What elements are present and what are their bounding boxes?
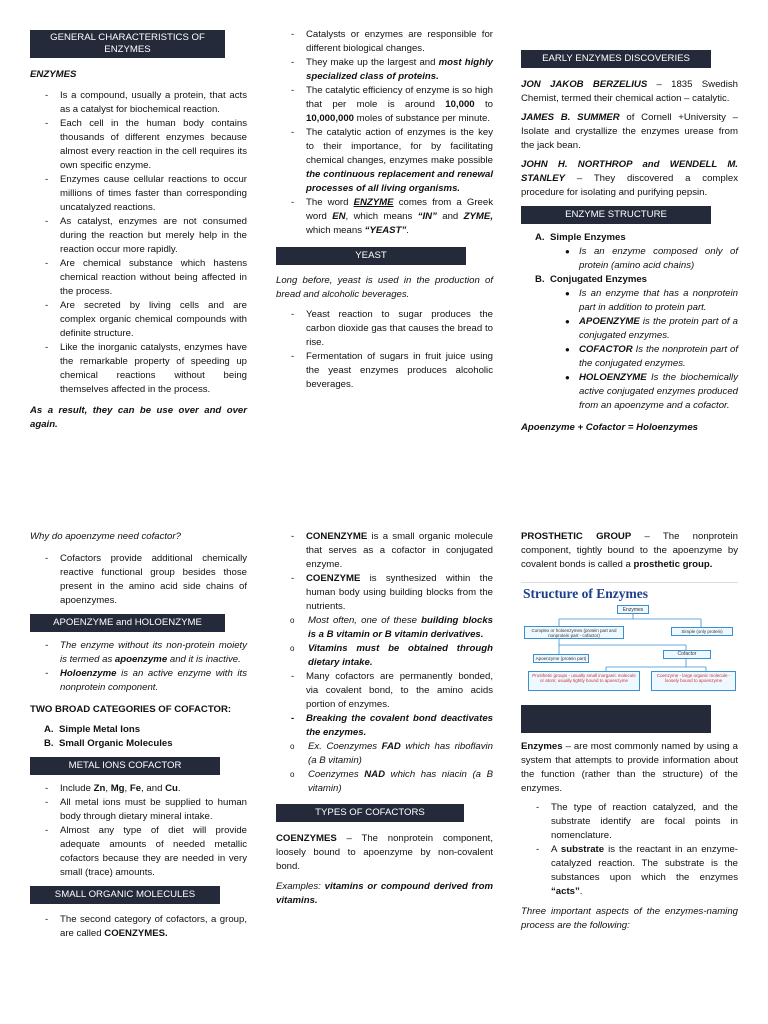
dark-blank-banner [521, 705, 711, 733]
enzymes-bullet-list [30, 89, 247, 397]
list-item: o Ex. Coenzymes FAD which has riboflavin (a B vitamin) [276, 740, 493, 768]
list-item: o Most often, one of these building blocks is a B vitamin or B vitamin derivatives. [276, 614, 493, 642]
list-item: ● Is an enzyme that has a nonprotein part in addition to protein part. [521, 287, 738, 315]
list-item: ● COFACTOR Is the nonprotein part of the conjugated enzymes. [521, 343, 738, 371]
diagram-box-apoenzyme: Apoenzyme (protein part) [533, 654, 589, 663]
list-item: - All metal ions must be supplied to human body through dietary mineral intake. [30, 796, 247, 824]
cofactor-categories-list [30, 723, 247, 751]
section-header-small-organic: SMALL ORGANIC MOLECULES [30, 886, 220, 904]
diagram-box-enzymes: Enzymes [617, 605, 649, 614]
column-cofactors [30, 530, 247, 941]
column-coenzymes [276, 530, 493, 908]
section-header-general-characteristics: GENERAL CHARACTERISTICS OF ENZYMES [30, 30, 225, 58]
naming-list [521, 801, 738, 899]
two-broad-categories-heading: TWO BROAD CATEGORIES OF COFACTOR: [30, 704, 232, 715]
section-header-enzyme-structure: ENZYME STRUCTURE [521, 206, 711, 224]
section-header-yeast: YEAST [276, 247, 466, 265]
list-item: - Many cofactors are permanently bonded, via covalent bond, to the amino acids portion of enzymes. [276, 670, 493, 712]
cofactor-question: Why do apoenzyme need cofactor? [30, 531, 181, 542]
list-item: - COENZYME is synthesized within the human body using building blocks from the nutrients. o Most often, one of these building blocks is a B vitamin or B vitamin derivatives. o Vitamins must be obtained through dietary intake. [276, 572, 493, 670]
list-item: - Like the inorganic catalysts, enzymes have the remarkable property of speeding up chemical reactions without being themselves affected in the process. [30, 341, 247, 397]
list-item: B. Small Organic Molecules [44, 738, 173, 749]
list-item: - Almost any type of diet will provide adequate amounts of needed metallic cofactors because they are needed in very small (trace) amounts. [30, 824, 247, 880]
list-item: - Holoenzyme is an active enzyme with its nonprotein component. [30, 667, 247, 695]
list-item: ● Is an enzyme composed only of protein (amino acid chains) [521, 245, 738, 273]
list-item: A. Simple Enzymes ● Is an enzyme composed only of protein (amino acid chains) [521, 231, 738, 273]
discovery-northrop-stanley: JOHN H. NORTHROP and WENDELL M. STANLEY – They discovered a complex procedure for isolating and purifying pepsin. [521, 159, 738, 198]
naming-closing-text: Three important aspects of the enzymes-naming process are the following: [521, 906, 738, 931]
list-item: A. Simple Metal Ions [44, 724, 141, 735]
list-item: - Yeast reaction to sugar produces the carbon dioxide gas that causes the bread to rise. [276, 308, 493, 350]
conclusion-text: As a result, they can be use over and over again. [30, 405, 247, 430]
diagram-box-conjugated: Complex or holoenzymes (protein part and nonprotein part - cofactor) [524, 626, 624, 639]
list-item: - CONENZYME is a small organic molecule that serves as a cofactor in conjugated enzyme. [276, 530, 493, 572]
list-item: - The catalytic efficiency of enzyme is so high that per mole is around 10,000 to 10,000,000 moles of substance per minute. [276, 84, 493, 126]
list-item: - The enzyme without its non-protein moiety is termed as apoenzyme and it is inactive. [30, 639, 247, 667]
subheading-enzymes: ENZYMES [30, 69, 77, 80]
list-item: ● HOLOENZYME Is the biochemically active conjugated enzymes produced from an apoenzyme and a cofactor. [521, 371, 738, 413]
holoenzyme-equation: Apoenzyme + Cofactor = Holoenzymes [521, 422, 698, 433]
list-item: o Coenzymes NAD which has niacin (a B vitamin) [276, 768, 493, 796]
enzyme-structure-list [521, 231, 738, 413]
prosthetic-group-definition: PROSTHETIC GROUP – The nonprotein component, tightly bound to the apoenzyme by covalent bonds is called a prosthetic group. [521, 531, 738, 570]
coenzymes-examples: Examples: vitamins or compound derived from vitamins. [276, 881, 493, 906]
list-item: - The word ENZYME comes from a Greek word EN, which means “IN” and ZYME, which means “YEAST”. [276, 196, 493, 238]
list-item: o Vitamins must be obtained through dietary intake. [276, 642, 493, 670]
list-item: - Are secreted by living cells and are complex organic chemical compounds with definite structure. [30, 299, 247, 341]
column-prosthetic-naming [521, 530, 738, 933]
column-general-characteristics [30, 30, 247, 432]
yeast-bullet-list [276, 308, 493, 392]
list-item: - Each cell in the human body contains thousands of different enzymes because almost every reaction in the cell requires its own specific enzyme. [30, 117, 247, 173]
diagram-box-cofactor: Cofactor [663, 650, 711, 659]
diagram-box-coenzyme: Coenzyme - large organic molecule - loosely bound to apoenzyme [651, 671, 736, 691]
diagram-title: Structure of Enzymes [523, 586, 648, 601]
list-item: - The catalytic action of enzymes is the key to their importance, for by facilitating chemical changes, enzymes make possible the continuous replacement and renewal processes of all living organisms. [276, 126, 493, 196]
discovery-summer: JAMES B. SUMMER of Cornell +University – Isolate and crystallize the enzymes urease from the jack bean. [521, 112, 739, 151]
list-item: - Breaking the covalent bond deactivates the enzymes. o Ex. Coenzymes FAD which has riboflavin (a B vitamin) o Coenzymes NAD which has niacin (a B vitamin) [276, 712, 493, 796]
structure-of-enzymes-diagram [521, 582, 738, 701]
list-item: - The second category of cofactors, a group, are called COENZYMES. [30, 913, 247, 941]
coenzyme-list [276, 530, 493, 796]
list-item: - They make up the largest and most highly specialized class of proteins. [276, 56, 493, 84]
enzymes-continued-list [276, 28, 493, 238]
diagram-box-prosthetic: Prosthetic groups - usually small inorganic molecule or atom; usually tightly bound to apoenzyme [528, 671, 640, 691]
section-header-types-of-cofactors: TYPES OF COFACTORS [276, 804, 464, 822]
small-organic-list [30, 913, 247, 941]
yeast-intro: Long before, yeast is used in the production of bread and alcoholic beverages. [276, 275, 493, 300]
coenzymes-definition: COENZYMES – The nonprotein component, loosely bound to apoenzyme by non-covalent bond. [276, 833, 493, 872]
list-item: B. Conjugated Enzymes ● Is an enzyme that has a nonprotein part in addition to protein part. ● APOENZYME is the protein part of a conjugated enzymes. ● COFACTOR Is the nonprotein part of the conjugated enzymes. ● HOLOENZYME Is the biochemically active conjugated enzymes produced from an apoenzyme and a cofactor. [521, 273, 738, 413]
discovery-berzelius: JON JAKOB BERZELIUS – 1835 Swedish Chemist, termed their chemical action – catalytic. [521, 79, 738, 104]
diagram-box-simple: Simple (only protein) [671, 627, 733, 636]
list-item: - Cofactors provide additional chemically reactive functional group besides those present in the amino acid side chains of apoenzymes. [30, 552, 247, 608]
list-item: - The type of reaction catalyzed, and the substrate identify are focal points in nomenclature. [521, 801, 738, 843]
list-item: - A substrate is the reactant in an enzyme-catalyzed reaction. The substrate is the substances upon which the enzymes “acts”. [521, 843, 738, 899]
section-header-early-discoveries: EARLY ENZYMES DISCOVERIES [521, 50, 711, 68]
column-discoveries-structure [521, 50, 738, 435]
list-item: - As catalyst, enzymes are not consumed during the reaction but merely help in the reaction occur more rapidly. [30, 215, 247, 257]
list-item: - Catalysts or enzymes are responsible for different biological changes. [276, 28, 493, 56]
list-item: - Include Zn, Mg, Fe, and Cu. [30, 782, 247, 796]
section-header-metal-ions: METAL IONS COFACTOR [30, 757, 220, 775]
list-item: - Is a compound, usually a protein, that acts as a catalyst for biochemical reaction. [30, 89, 247, 117]
cofactor-answer-list [30, 552, 247, 608]
list-item: - Fermentation of sugars in fruit juice using the yeast enzymes produces alcoholic beverages. [276, 350, 493, 392]
enzyme-naming-definition: Enzymes – are most commonly named by using a system that attempts to provide information about the function (rather than the structure) of the enzymes. [521, 741, 738, 794]
metal-ions-list [30, 782, 247, 880]
list-item: - Enzymes cause cellular reactions to occur millions of times faster than corresponding uncatalyzed reactions. [30, 173, 247, 215]
column-enzymes-continued [276, 28, 493, 392]
list-item: ● APOENZYME is the protein part of a conjugated enzymes. [521, 315, 738, 343]
section-header-apoenzyme-holoenzyme: APOENZYME and HOLOENZYME [30, 614, 225, 632]
apoenzyme-list [30, 639, 247, 695]
list-item: - Are chemical substance which hastens chemical reaction without being affected in the process. [30, 257, 247, 299]
